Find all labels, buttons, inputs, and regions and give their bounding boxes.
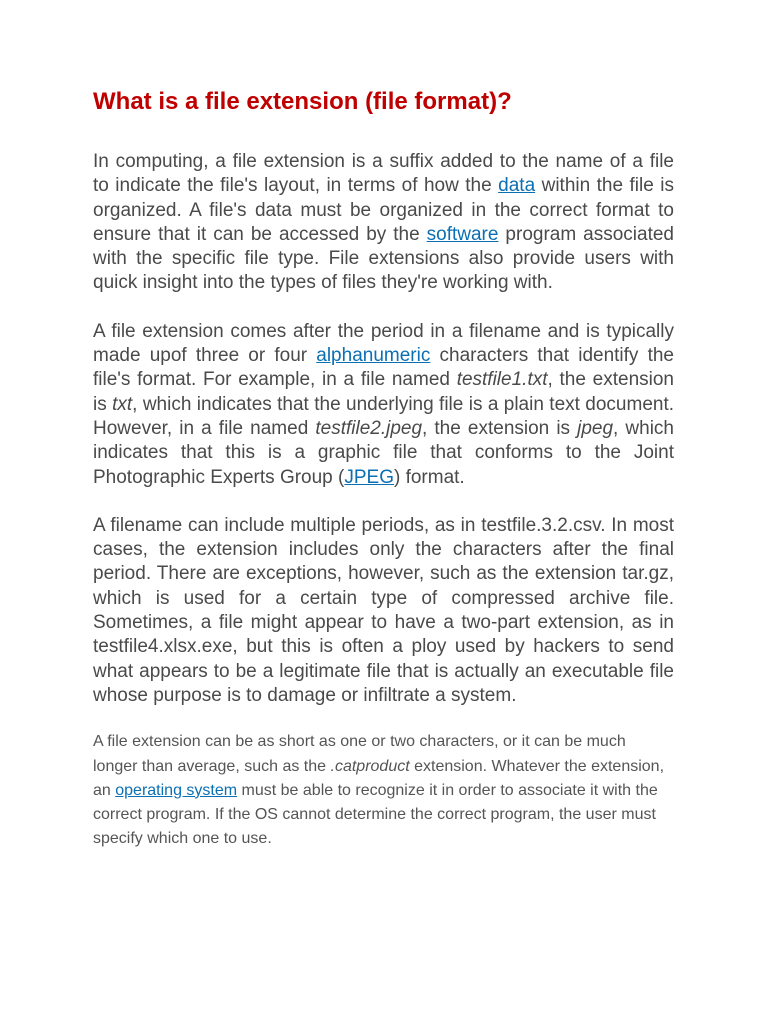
text-span: , which indicates that this is a graphic file that conforms to the Joint Photographic Experts Group ( xyxy=(93,417,674,488)
paragraph-format-details xyxy=(93,320,674,490)
text-span: A file extension can be as short as one or two characters, or it can be much longer than average, such as the xyxy=(93,733,626,775)
text-span: must be able to recognize it in order to associate it with the correct program. If the OS cannot determine the correct program, the user must specify which one to use. xyxy=(93,781,658,848)
paragraph-length xyxy=(93,730,674,851)
italic-filename: testfile1.txt xyxy=(456,369,548,391)
link-jpeg[interactable]: JPEG xyxy=(344,466,394,488)
link-data[interactable]: data xyxy=(498,175,536,197)
text-span: ) format. xyxy=(393,466,465,488)
italic-extension: txt xyxy=(112,393,133,415)
text-span: A file extension comes after the period in a filename and is typically made upof three or four xyxy=(93,320,674,367)
paragraph-multiple-periods: A filename can include multiple periods, as in testfile.3.2.csv. In most cases, the extension includes only the characters after the final period. There are exceptions, however, such as the extension tar.gz, which is used for a certain type of compressed archive file. Sometimes, a file might appear to have a two-part extension, as in testfile4.xlsx.exe, but this is often a ploy used by hackers to send what appears to be a legitimate file that is actually an executable file whose purpose is to damage or infiltrate a system. xyxy=(93,514,674,706)
text-span: within the file is organized. A file's data must be organized in the correct format to ensure that it can be accessed by the xyxy=(93,175,674,245)
italic-extension: jpeg xyxy=(577,417,614,439)
text-span: program associated with the specific file type. File extensions also provide users with quick insight into the types of files they're working with. xyxy=(93,223,674,294)
page-title: What is a file extension (file format)? xyxy=(93,88,512,115)
text-span: , which indicates that the underlying file is a plain text document. However, in a file named xyxy=(93,393,675,439)
text-span: In computing, a file extension is a suffix added to the name of a file to indicate the file's layout, in terms of how the xyxy=(93,151,674,197)
italic-extension: .catproduct xyxy=(330,757,410,775)
link-alphanumeric[interactable]: alphanumeric xyxy=(316,345,431,367)
text-span: characters that identify the file's format. For example, in a file named xyxy=(93,345,674,391)
link-software[interactable]: software xyxy=(426,223,499,245)
text-span: extension. Whatever the extension, an xyxy=(93,757,665,799)
text-span: , the extension is xyxy=(93,369,674,415)
italic-filename: testfile2.jpeg xyxy=(315,417,423,439)
text-span: , the extension is xyxy=(422,417,578,439)
paragraph-definition xyxy=(93,150,674,296)
link-operating-system[interactable]: operating system xyxy=(115,781,238,799)
